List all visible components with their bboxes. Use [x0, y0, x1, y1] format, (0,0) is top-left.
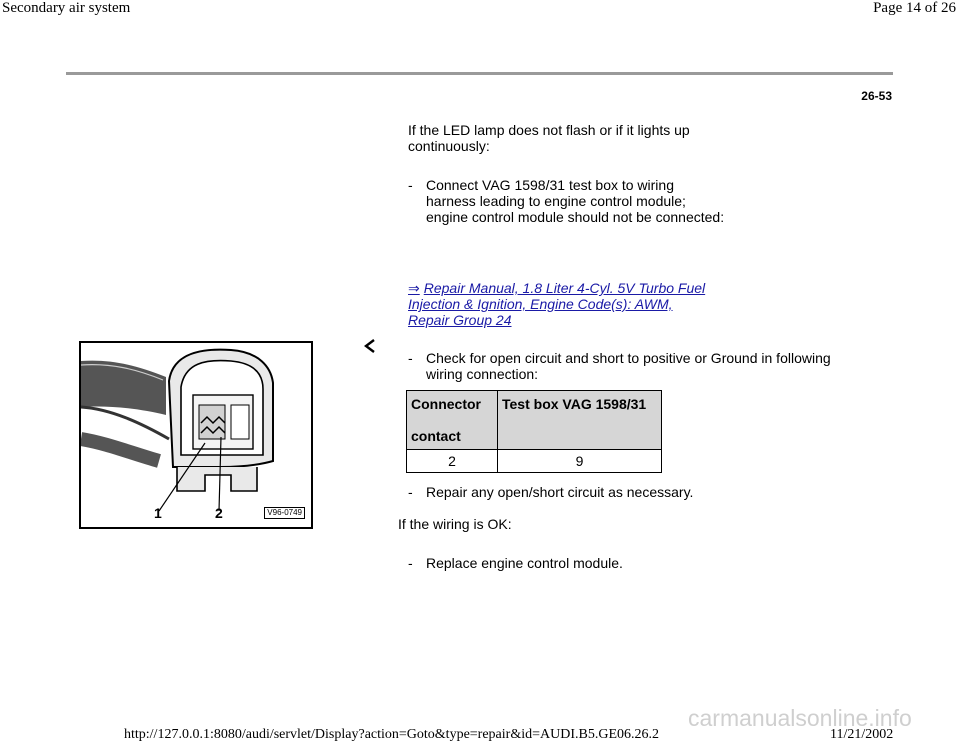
step-dash: -	[408, 350, 413, 366]
watermark: carmanualsonline.info	[688, 705, 912, 731]
step-replace-module	[408, 555, 623, 571]
step-line-1: Connect VAG 1598/31 test box to wiring	[426, 177, 674, 193]
step-line-2: harness leading to engine control module;	[426, 193, 686, 209]
intro-text	[408, 122, 690, 154]
connector-illustration	[79, 341, 313, 529]
step-connect-test-box	[408, 177, 724, 225]
step-line-3: engine control module should not be connected:	[426, 209, 725, 225]
step-text: Repair any open/short circuit as necessary.	[426, 484, 694, 500]
step-dash: -	[408, 177, 413, 193]
page-code: 26-53	[861, 89, 892, 103]
link-line-1[interactable]: Repair Manual, 1.8 Liter 4-Cyl. 5V Turbo Fuel	[423, 280, 706, 296]
step-dash: -	[408, 555, 413, 571]
intro-line-2: continuously:	[408, 138, 490, 154]
column-header-connector-contact: Connector contact	[407, 391, 498, 450]
connector-drawing	[81, 343, 311, 527]
back-arrow-icon[interactable]	[364, 339, 376, 353]
header-divider	[66, 72, 893, 75]
step-check-open-circuit	[408, 350, 831, 382]
footer-date: 11/21/2002	[830, 727, 894, 742]
link-line-2[interactable]: Injection & Ignition, Engine Code(s): AWM,	[408, 296, 673, 312]
cell-test-box: 9	[498, 450, 662, 473]
footer-url: http://127.0.0.1:8080/audi/servlet/Display?action=Goto&type=repair&id=AUDI.B5.GE06.26.2	[124, 727, 659, 742]
link-line-3[interactable]: Repair Group 24	[408, 312, 512, 328]
step-line-2: wiring connection:	[426, 366, 539, 382]
table-row	[407, 450, 662, 473]
table-header-row	[407, 391, 662, 450]
callout-1: 1	[154, 505, 162, 521]
intro-line-1: If the LED lamp does not flash or if it lights up	[408, 122, 690, 138]
cell-connector-contact: 2	[407, 450, 498, 473]
step-repair-circuit	[408, 484, 693, 500]
step-line-1: Check for open circuit and short to positive or Ground in following	[426, 350, 831, 366]
wiring-ok-text: If the wiring is OK:	[398, 516, 512, 532]
figure-code: V96-0749	[264, 507, 305, 519]
connection-table	[406, 390, 662, 473]
column-header-test-box: Test box VAG 1598/31	[498, 391, 662, 450]
step-dash: -	[408, 484, 413, 500]
callout-2: 2	[215, 505, 223, 521]
arrow-icon: ⇒	[408, 280, 420, 296]
step-text: Replace engine control module.	[426, 555, 623, 571]
document-title: Secondary air system	[2, 0, 131, 16]
repair-manual-link[interactable]	[408, 280, 705, 328]
page-indicator: Page 14 of 26	[873, 0, 956, 16]
